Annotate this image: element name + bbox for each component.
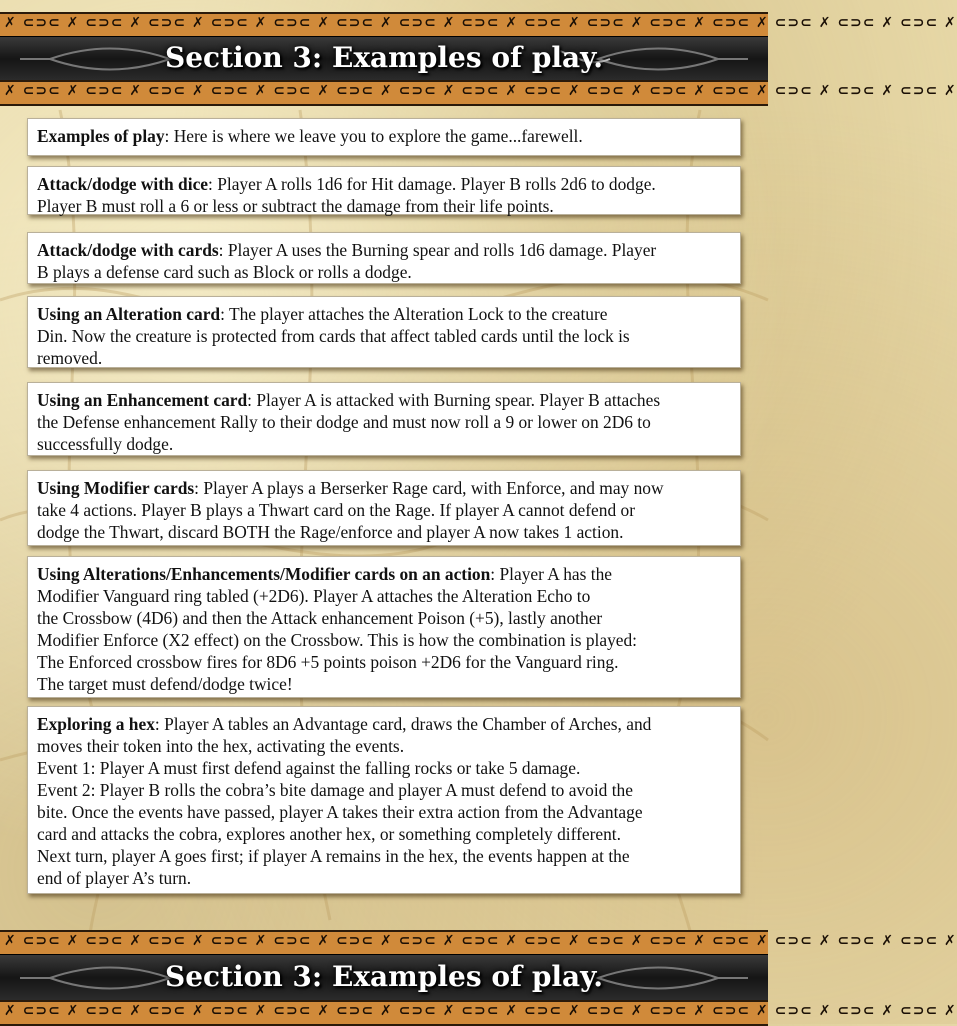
section-examples-of-play [27, 118, 741, 156]
section-text: Modifier Vanguard ring tabled (+2D6). Player A attaches the Alteration Echo to [37, 586, 591, 606]
section-text: moves their token into the hex, activating the events. [37, 736, 405, 756]
section-text: end of player A’s turn. [37, 868, 192, 888]
section-exploring-hex [27, 706, 741, 894]
section-text: dodge the Thwart, discard BOTH the Rage/enforce and player A now takes 1 action. [37, 522, 624, 542]
section-heading: Using an Enhancement card [37, 390, 248, 410]
border-pattern: ✗ ⊂⊃⊂ ✗ ⊂⊃⊂ ✗ ⊂⊃⊂ ✗ ⊂⊃⊂ ✗ ⊂⊃⊂ ✗ ⊂⊃⊂ ✗ ⊂⊃⊂ ✗ ⊂⊃⊂ ✗ ⊂⊃⊂ ✗ ⊂⊃⊂ ✗ ⊂⊃⊂ ✗ ⊂⊃⊂ ✗ ⊂⊃⊂ ✗ ⊂⊃⊂ ✗ ⊂⊃⊂ ✗ [4, 933, 957, 949]
section-text: : The player attaches the Alteration Lock to the creature [220, 304, 608, 324]
section-text: : Player A is attacked with Burning spear. Player B attaches [247, 390, 661, 410]
section-modifier-cards [27, 470, 741, 546]
section-alteration-card [27, 296, 741, 368]
section-heading: Using Modifier cards [37, 478, 195, 498]
footer-border-bottom [0, 1000, 957, 1026]
section-text: The target must defend/dodge twice! [37, 674, 293, 694]
section-combined-cards [27, 556, 741, 698]
section-text: card and attacks the cobra, explores another hex, or something completely different. [37, 824, 621, 844]
section-text: Din. Now the creature is protected from cards that affect tabled cards until the lock is [37, 326, 630, 346]
header-border-bottom [0, 80, 957, 106]
section-text: : Player A uses the Burning spear and rolls 1d6 damage. Player [218, 240, 657, 260]
border-pattern: ✗ ⊂⊃⊂ ✗ ⊂⊃⊂ ✗ ⊂⊃⊂ ✗ ⊂⊃⊂ ✗ ⊂⊃⊂ ✗ ⊂⊃⊂ ✗ ⊂⊃⊂ ✗ ⊂⊃⊂ ✗ ⊂⊃⊂ ✗ ⊂⊃⊂ ✗ ⊂⊃⊂ ✗ ⊂⊃⊂ ✗ ⊂⊃⊂ ✗ ⊂⊃⊂ ✗ ⊂⊃⊂ ✗ [4, 83, 957, 99]
section-text: : Player A has the [490, 564, 613, 584]
footer-banner [0, 926, 957, 1024]
footer-title: Section 3: Examples of play. [165, 960, 603, 993]
footer-title-bar [0, 954, 768, 1002]
header-banner [0, 0, 957, 110]
section-heading: Using Alterations/Enhancements/Modifier cards on an action [37, 564, 491, 584]
section-text: The Enforced crossbow fires for 8D6 +5 points poison +2D6 for the Vanguard ring. [37, 652, 619, 672]
section-text: bite. Once the events have passed, player A takes their extra action from the Advantage [37, 802, 643, 822]
section-text: B plays a defense card such as Block or rolls a dodge. [37, 262, 412, 282]
section-text: Event 2: Player B rolls the cobra’s bite damage and player A must defend to avoid the [37, 780, 633, 800]
section-text: : Player A tables an Advantage card, draws the Chamber of Arches, and [154, 714, 652, 734]
section-heading: Attack/dodge with dice [37, 174, 209, 194]
section-text: : Player A rolls 1d6 for Hit damage. Player B rolls 2d6 to dodge. [208, 174, 656, 194]
section-text: Player B must roll a 6 or less or subtract the damage from their life points. [37, 196, 554, 216]
section-attack-dodge-dice [27, 166, 741, 215]
header-title-bar [0, 36, 768, 82]
section-text: successfully dodge. [37, 434, 174, 454]
section-heading: Attack/dodge with cards [37, 240, 219, 260]
border-pattern: ✗ ⊂⊃⊂ ✗ ⊂⊃⊂ ✗ ⊂⊃⊂ ✗ ⊂⊃⊂ ✗ ⊂⊃⊂ ✗ ⊂⊃⊂ ✗ ⊂⊃⊂ ✗ ⊂⊃⊂ ✗ ⊂⊃⊂ ✗ ⊂⊃⊂ ✗ ⊂⊃⊂ ✗ ⊂⊃⊂ ✗ ⊂⊃⊂ ✗ ⊂⊃⊂ ✗ ⊂⊃⊂ ✗ [4, 1003, 957, 1019]
footer-border-top [0, 930, 957, 956]
section-heading: Exploring a hex [37, 714, 155, 734]
section-heading: Using an Alteration card [37, 304, 221, 324]
section-text: the Defense enhancement Rally to their dodge and must now roll a 9 or lower on 2D6 to [37, 412, 651, 432]
section-text: : Player A plays a Berserker Rage card, with Enforce, and may now [194, 478, 664, 498]
section-text: Event 1: Player A must first defend against the falling rocks or take 5 damage. [37, 758, 581, 778]
section-text: Modifier Enforce (X2 effect) on the Crossbow. This is how the combination is played: [37, 630, 638, 650]
page-title: Section 3: Examples of play. [165, 41, 603, 74]
section-text: take 4 actions. Player B plays a Thwart card on the Rage. If player A cannot defend or [37, 500, 636, 520]
section-text: : Here is where we leave you to explore the game...farewell. [164, 126, 583, 146]
border-pattern: ✗ ⊂⊃⊂ ✗ ⊂⊃⊂ ✗ ⊂⊃⊂ ✗ ⊂⊃⊂ ✗ ⊂⊃⊂ ✗ ⊂⊃⊂ ✗ ⊂⊃⊂ ✗ ⊂⊃⊂ ✗ ⊂⊃⊂ ✗ ⊂⊃⊂ ✗ ⊂⊃⊂ ✗ ⊂⊃⊂ ✗ ⊂⊃⊂ ✗ ⊂⊃⊂ ✗ ⊂⊃⊂ ✗ [4, 15, 957, 31]
header-border-top [0, 12, 957, 38]
section-text: the Crossbow (4D6) and then the Attack enhancement Poison (+5), lastly another [37, 608, 603, 628]
section-text: Next turn, player A goes first; if player A remains in the hex, the events happen at the [37, 846, 630, 866]
section-text: removed. [37, 348, 103, 368]
section-heading: Examples of play [37, 126, 165, 146]
section-attack-dodge-cards [27, 232, 741, 284]
section-enhancement-card [27, 382, 741, 456]
